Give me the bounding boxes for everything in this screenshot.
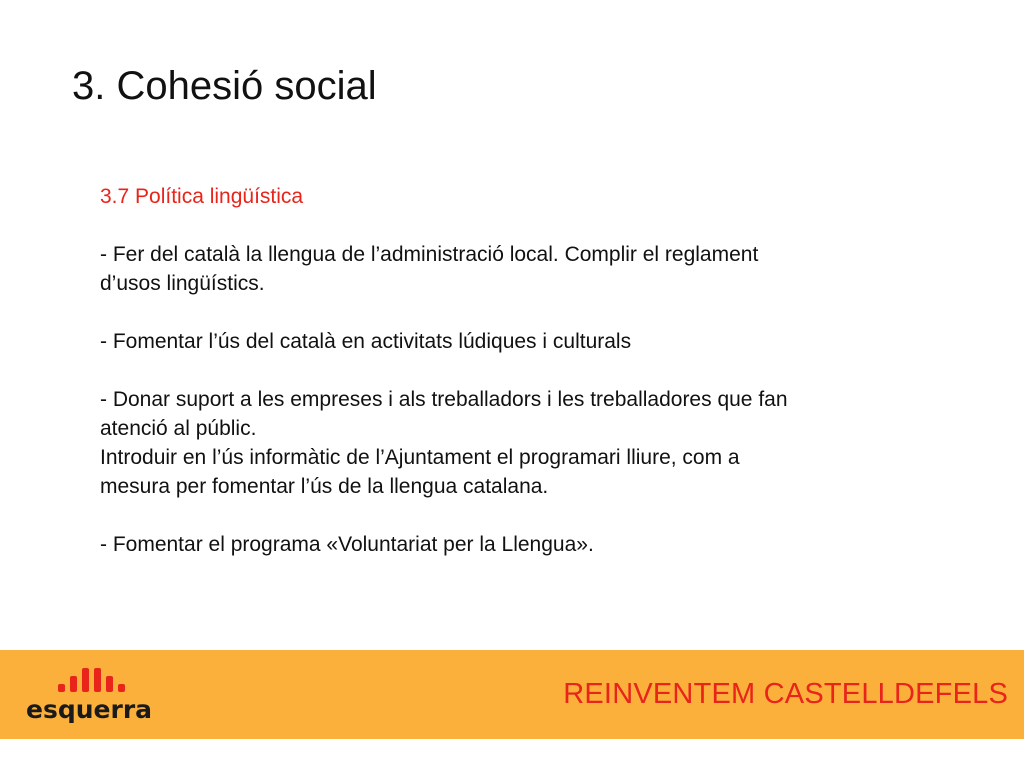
paragraph-line: Introduir en l’ús informàtic de l’Ajuntament el programari lliure, com a [100, 446, 740, 469]
logo-wordmark: esquerra [26, 695, 153, 724]
paragraph-line: - Fer del català la llengua de l’administració local. Complir el reglament [100, 243, 759, 266]
paragraph-line: mesura per fomentar l’ús de la llengua catalana. [100, 475, 549, 498]
paragraph-line: d’usos lingüístics. [100, 272, 265, 295]
footer-bar [0, 650, 1024, 739]
slide-title: 3. Cohesió social [72, 64, 377, 108]
footer-slogan: REINVENTEM CASTELLDEFELS [563, 678, 1008, 710]
esquerra-logo [24, 664, 154, 728]
paragraph-4 [100, 530, 960, 559]
paragraph-line: - Fomentar l’ús del català en activitats lúdiques i culturals [100, 330, 632, 353]
paragraph-1 [100, 240, 960, 298]
paragraph-line: - Fomentar el programa «Voluntariat per la Llengua». [100, 533, 594, 556]
paragraph-3 [100, 385, 960, 501]
logo-stripes-icon [58, 668, 125, 692]
paragraph-line: - Donar suport a les empreses i als treballadors i les treballadores que fan [100, 388, 788, 411]
paragraph-2 [100, 327, 960, 356]
section-subtitle: 3.7 Política lingüística [100, 185, 304, 208]
slide-content [100, 182, 960, 559]
paragraph-line: atenció al públic. [100, 417, 257, 440]
